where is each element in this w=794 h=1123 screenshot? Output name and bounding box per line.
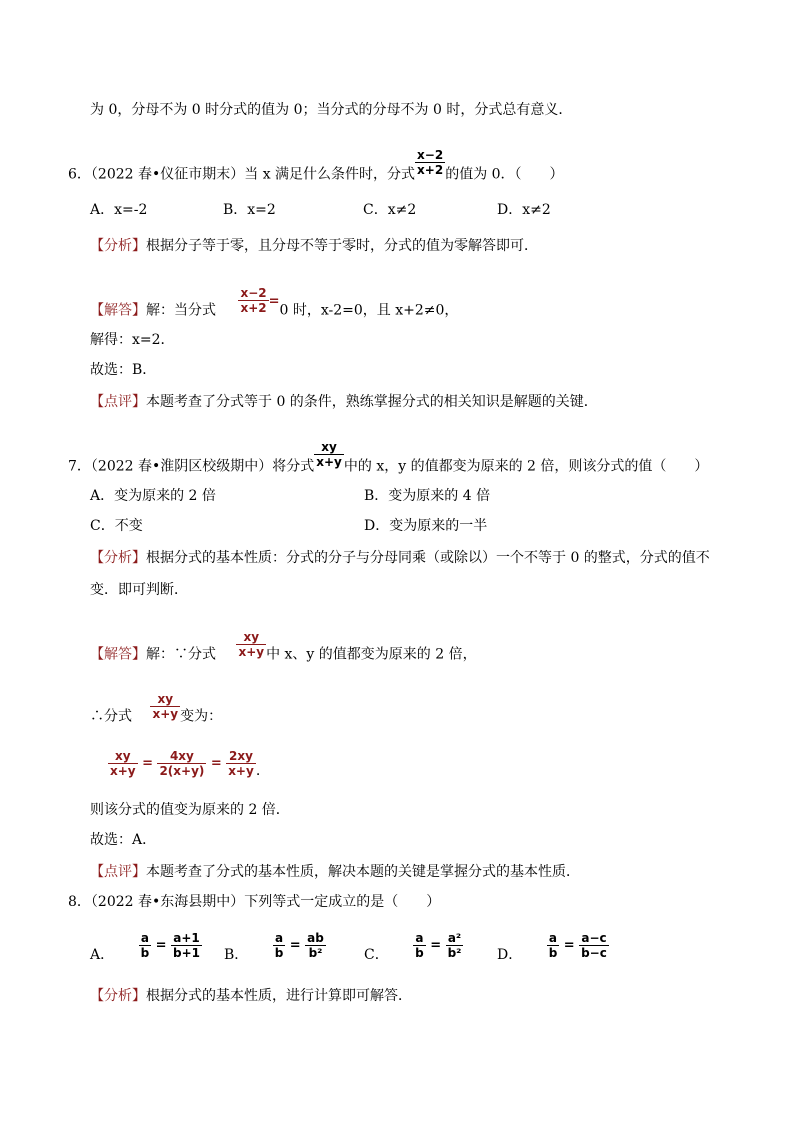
frac-denominator: x+y (110, 763, 136, 778)
q7-option-c[interactable]: C．不变 (90, 518, 143, 534)
analysis-tag: 【分析】 (90, 988, 146, 1004)
q6-comment (90, 392, 598, 412)
frac-denominator: x+y (152, 707, 179, 721)
q8-option-d[interactable] (497, 930, 609, 961)
q6-stem-fraction (415, 148, 445, 177)
q7-option-a[interactable]: A．变为原来的 2 倍 (90, 488, 216, 504)
option-label: C． (364, 947, 389, 963)
intro-text: 为 0，分母不为 0 时分式的值为 0；当分式的分母不为 0 时，分式总有意义． (90, 102, 573, 118)
solution-post: 0 时，x-2=0，且 x+2≠0， (279, 302, 459, 319)
solution-fraction (236, 630, 266, 659)
solution-tag: 【解答】 (90, 646, 146, 663)
therefore-post: 变为： (180, 708, 223, 725)
frac-denominator: b² (447, 945, 462, 960)
q6-solution (90, 286, 459, 325)
option-label: A． (90, 947, 115, 963)
frac-denominator: b (548, 945, 558, 960)
q6-option-c[interactable]: C．x≠2 (363, 202, 417, 218)
q7-solution (90, 630, 477, 669)
q6-analysis (90, 236, 538, 256)
equals-sign: = (210, 756, 222, 771)
analysis-tag: 【分析】 (90, 550, 146, 566)
frac-denominator: b (415, 945, 424, 960)
q8-option-b[interactable] (224, 930, 326, 961)
q7-option-d[interactable]: D．变为原来的一半 (364, 518, 488, 534)
solution-tag: 【解答】 (90, 302, 146, 319)
frac-numerator: a (274, 930, 284, 945)
eq-fraction-3 (226, 749, 256, 778)
q7-analysis (90, 548, 710, 568)
frac-numerator: xy (157, 692, 174, 706)
rhs-fraction (446, 931, 464, 960)
eq-end: . (255, 763, 261, 779)
frac-denominator: x+2 (417, 163, 444, 177)
frac-numerator: a (548, 930, 558, 945)
frac-numerator: 2xy (229, 748, 253, 763)
q7-choice: 故选：A． (90, 832, 157, 848)
frac-denominator: b−c (581, 945, 607, 960)
frac-numerator: xy (115, 748, 131, 763)
q6-stem-post: 的值为 0．（ ） (445, 166, 564, 183)
frac-denominator: 2(x+y) (159, 763, 205, 778)
rhs-fraction (305, 931, 326, 960)
solution-pre: 解：当分式 (146, 302, 216, 319)
q7-conclusion: 则该分式的值变为原来的 2 倍． (90, 802, 290, 818)
equals-sign: = (142, 756, 153, 771)
q7-option-b[interactable]: B．变为原来的 4 倍 (364, 488, 491, 504)
frac-numerator: a−c (581, 930, 607, 945)
equals-sign: = (289, 938, 301, 953)
q7-stem (68, 440, 709, 481)
q8-analysis (90, 986, 412, 1006)
option-label: D． (497, 947, 523, 963)
analysis-text-line1: 根据分式的基本性质：分式的分子与分母同乘（或除以）一个不等于 0 的整式，分式的值不 (146, 550, 710, 566)
q6-option-d[interactable]: D．x≠2 (497, 202, 551, 218)
q8-option-a[interactable] (90, 930, 202, 961)
frac-numerator: a² (447, 930, 462, 945)
frac-denominator: x+y (316, 455, 342, 469)
solution-pre: 解：∵分式 (146, 646, 216, 663)
q7-stem-pre: 7．（2022 春•淮阴区校级期中）将分式 (68, 458, 315, 475)
solution-fraction (238, 286, 268, 315)
solution-post: 中 x、y 的值都变为原来的 2 倍， (266, 646, 477, 663)
equals-sign: = (268, 293, 280, 309)
frac-denominator: x+2 (240, 301, 267, 315)
comment-tag: 【点评】 (90, 864, 146, 880)
q6-option-b[interactable]: B．x=2 (223, 202, 276, 218)
q6-stem (68, 148, 564, 189)
frac-denominator: x+y (228, 763, 254, 778)
q7-comment (90, 862, 580, 882)
frac-numerator: xy (243, 630, 260, 644)
q7-therefore (90, 692, 223, 731)
analysis-text: 根据分式的基本性质，进行计算即可解答． (146, 988, 412, 1004)
frac-denominator: b (140, 945, 150, 960)
frac-denominator: b+1 (172, 945, 200, 960)
q8-option-c[interactable] (364, 930, 463, 961)
therefore-pre: ∴分式 (90, 708, 132, 725)
q6-stem-pre: 6．（2022 春•仪征市期末）当 x 满足什么条件时，分式 (68, 166, 416, 183)
eq-fraction-2 (157, 749, 206, 778)
eq-fraction-1 (108, 749, 138, 778)
frac-numerator: a (140, 930, 149, 945)
equals-sign: = (563, 938, 575, 953)
q6-step1: 解得：x=2． (90, 332, 175, 348)
frac-numerator: a (415, 930, 424, 945)
frac-denominator: b² (305, 945, 326, 960)
q7-stem-post: 中的 x，y 的值都变为原来的 2 倍，则该分式的值（ ） (343, 458, 709, 475)
rhs-fraction (579, 931, 609, 960)
q6-choice: 故选：B． (90, 362, 157, 378)
q6-option-a[interactable]: A．x=-2 (90, 202, 148, 218)
q7-equation (108, 748, 260, 779)
option-label: B． (224, 947, 249, 963)
frac-numerator: xy (321, 440, 337, 454)
q7-analysis-line2: 变．即可判断． (90, 582, 188, 598)
lhs-fraction (547, 931, 560, 960)
frac-numerator: 4xy (169, 748, 194, 763)
comment-text: 本题考查了分式等于 0 的条件，熟练掌握分式的相关知识是解题的关键． (146, 394, 598, 410)
frac-numerator: ab (307, 930, 324, 945)
equals-sign: = (430, 938, 442, 953)
frac-numerator: x−2 (417, 148, 444, 162)
lhs-fraction (273, 931, 286, 960)
frac-numerator: x−2 (240, 286, 267, 300)
q8-stem: 8．（2022 春•东海县期中）下列等式一定成立的是（ ） (68, 894, 441, 910)
lhs-fraction (413, 931, 426, 960)
rhs-fraction (171, 931, 202, 960)
analysis-tag: 【分析】 (90, 238, 146, 254)
analysis-text: 根据分子等于零，且分母不等于零时，分式的值为零解答即可． (146, 238, 538, 254)
comment-tag: 【点评】 (90, 394, 146, 410)
frac-denominator: b (274, 945, 284, 960)
equals-sign: = (155, 938, 167, 953)
lhs-fraction (139, 931, 152, 960)
frac-denominator: x+y (238, 645, 265, 659)
therefore-fraction (150, 692, 180, 721)
frac-numerator: a+1 (173, 930, 200, 945)
comment-text: 本题考查了分式的基本性质，解决本题的关键是掌握分式的基本性质． (146, 864, 580, 880)
q7-stem-fraction (314, 440, 344, 469)
